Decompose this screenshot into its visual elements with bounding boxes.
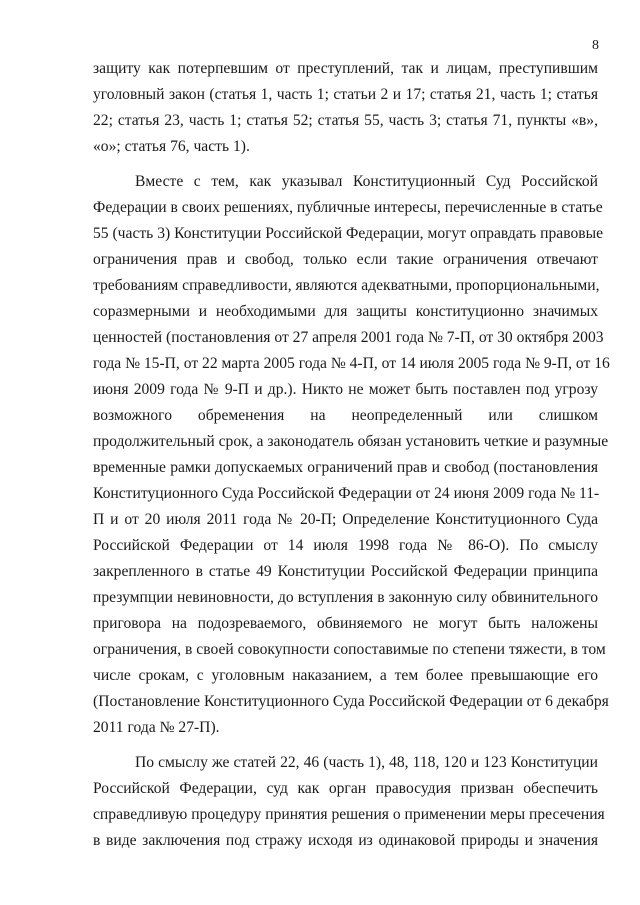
text-line: закрепленного в статье 49 Конституции Российской Федерации принципа (93, 563, 598, 580)
text-line: Российской Федерации, суд как орган правосудия призван обеспечить (93, 780, 598, 797)
text-line: июня 2009 года № 9-П и др.). Никто не может быть поставлен под угрозу (93, 381, 598, 398)
text-line: Федерации в своих решениях, публичные интересы, перечисленные в статье (93, 199, 603, 216)
paragraph-3 (93, 750, 605, 854)
text-line: приговора на подозреваемого, обвиняемого не могут быть наложены (93, 615, 598, 632)
text-line: ограничения прав и свобод, только если такие ограничения отвечают (93, 251, 598, 268)
page-number: 8 (592, 38, 599, 53)
document-body (93, 56, 610, 854)
text-line: ценностей (постановления от 27 апреля 2001 года № 7-П, от 30 октября 2003 (93, 329, 604, 346)
text-line: 2011 года № 27-П). (93, 719, 220, 736)
text-line: в виде заключения под стражу исходя из одинаковой природы и значения (93, 832, 598, 849)
text-line: ограничения, в своей совокупности сопоставимые по степени тяжести, в том (93, 641, 606, 658)
paragraph-1 (93, 56, 598, 160)
text-line: презумпции невиновности, до вступления в законную силу обвинительного (93, 589, 598, 606)
text-line: временные рамки допускаемых ограничений прав и свобод (постановления (93, 459, 598, 476)
text-line: Российской Федерации от 14 июля 1998 года № 86-О). По смыслу (93, 537, 598, 554)
text-line: По смыслу же статей 22, 46 (часть 1), 48, 118, 120 и 123 Конституции (135, 754, 598, 771)
text-line: соразмерными и необходимыми для защиты конституционно значимых (93, 303, 598, 320)
text-line: возможного обременения на неопределенный или слишком (93, 407, 598, 424)
paragraph-gap (93, 741, 598, 750)
text-line: (Постановление Конституционного Суда Российской Федерации от 6 декабря (93, 693, 609, 710)
text-line: 22; статья 23, часть 1; статья 52; статья 55, часть 3; статья 71, пункты «в», (93, 112, 598, 129)
text-line: П и от 20 июля 2011 года № 20-П; Определение Конституционного Суда (93, 511, 598, 528)
text-line: продолжительный срок, а законодатель обязан установить четкие и разумные (93, 433, 609, 450)
text-line: защиту как потерпевшим от преступлений, так и лицам, преступившим (93, 60, 598, 77)
text-line: Вместе с тем, как указывал Конституционный Суд Российской (135, 173, 598, 190)
text-line: числе срокам, с уголовным наказанием, а тем более превышающие его (93, 667, 598, 684)
paragraph-2 (93, 169, 610, 741)
text-line: Конституционного Суда Российской Федерации от 24 июня 2009 года № 11- (93, 485, 600, 502)
text-line: «о»; статья 76, часть 1). (93, 138, 250, 155)
text-line: 55 (часть 3) Конституции Российской Федерации, могут оправдать правовые (93, 225, 604, 242)
text-line: справедливую процедуру принятия решения о применении меры пресечения (93, 806, 605, 823)
paragraph-gap (93, 160, 598, 169)
text-line: требованиям справедливости, являются адекватными, пропорциональными, (93, 277, 600, 294)
text-line: уголовный закон (статья 1, часть 1; статьи 2 и 17; статья 21, часть 1; статья (93, 86, 598, 103)
text-line: года № 15-П, от 22 марта 2005 года № 4-П, от 14 июля 2005 года № 9-П, от 16 (93, 355, 610, 372)
